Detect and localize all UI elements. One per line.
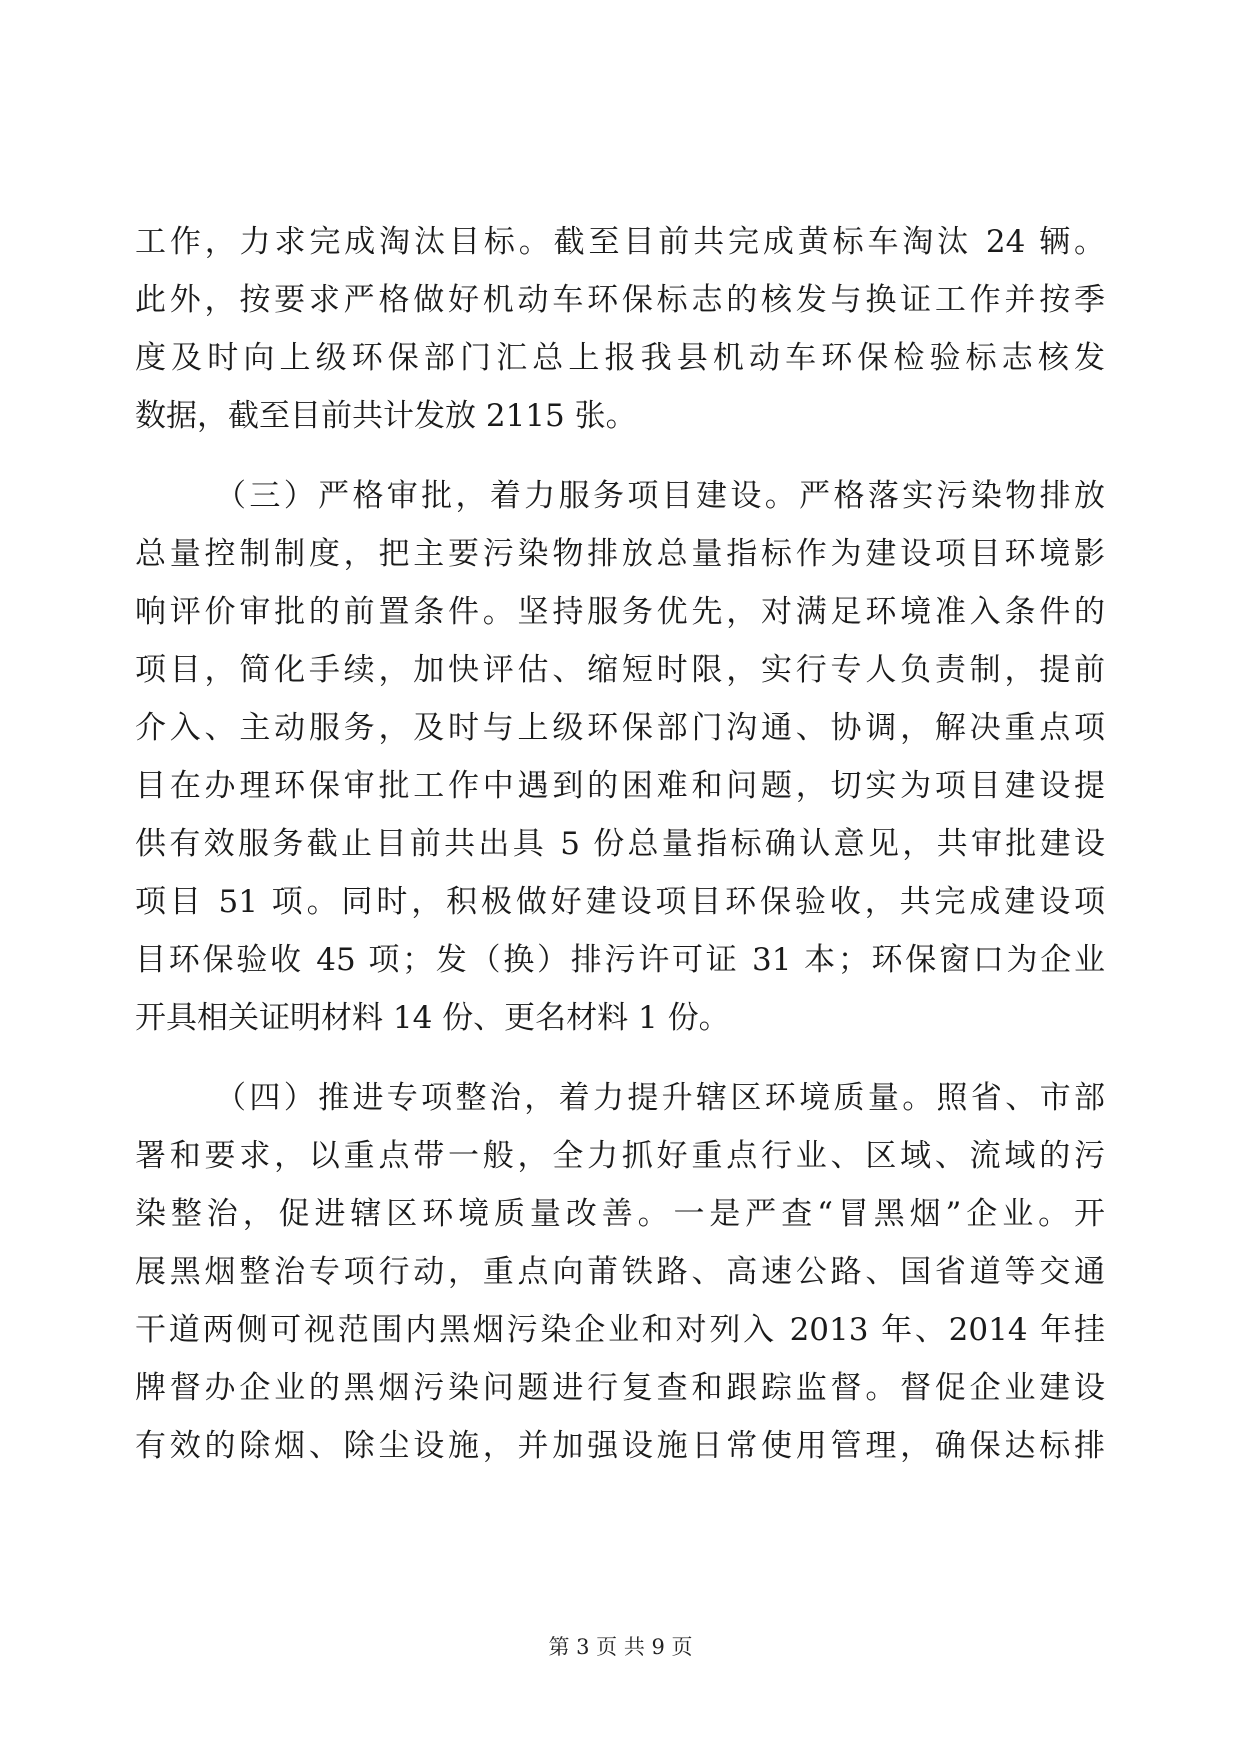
body-text-line: 响评价审批的前置条件。坚持服务优先，对满足环境准入条件的 bbox=[135, 594, 1105, 630]
body-text-line: 项目 51 项。同时，积极做好建设项目环保验收，共完成建设项 bbox=[135, 884, 1105, 920]
page-number-footer: 第 3 页 共 9 页 bbox=[548, 1635, 693, 1659]
paragraph-heading-line: （四）推进专项整治，着力提升辖区环境质量。照省、市部 bbox=[215, 1080, 1105, 1116]
body-text-line: 牌督办企业的黑烟污染问题进行复查和跟踪监督。督促企业建设 bbox=[135, 1370, 1105, 1406]
body-text-line: 展黑烟整治专项行动，重点向莆铁路、高速公路、国省道等交通 bbox=[135, 1254, 1105, 1290]
paragraph-heading-line: （三）严格审批，着力服务项目建设。严格落实污染物排放 bbox=[215, 478, 1105, 514]
body-text-line: 目环保验收 45 项；发（换）排污许可证 31 本；环保窗口为企业 bbox=[135, 942, 1105, 978]
body-text-line: 干道两侧可视范围内黑烟污染企业和对列入 2013 年、2014 年挂 bbox=[135, 1312, 1105, 1348]
body-text-line: 有效的除烟、除尘设施，并加强设施日常使用管理，确保达标排 bbox=[135, 1428, 1105, 1464]
body-text-line: 数据，截至目前共计发放 2115 张。 bbox=[135, 398, 637, 434]
body-text-line: 介入、主动服务，及时与上级环保部门沟通、协调，解决重点项 bbox=[135, 710, 1105, 746]
body-text-line: 署和要求，以重点带一般，全力抓好重点行业、区域、流域的污 bbox=[135, 1138, 1105, 1174]
body-text-line: 目在办理环保审批工作中遇到的困难和问题，切实为项目建设提 bbox=[135, 768, 1105, 804]
body-text-line: 此外，按要求严格做好机动车环保标志的核发与换证工作并按季 bbox=[135, 282, 1105, 318]
body-text-line: 项目，简化手续，加快评估、缩短时限，实行专人负责制，提前 bbox=[135, 652, 1105, 688]
body-text-line: 总量控制制度，把主要污染物排放总量指标作为建设项目环境影 bbox=[135, 536, 1105, 572]
body-text-line: 染整治，促进辖区环境质量改善。一是严查“冒黑烟”企业。开 bbox=[135, 1196, 1105, 1232]
body-text-line: 供有效服务截止目前共出具 5 份总量指标确认意见，共审批建设 bbox=[135, 826, 1105, 862]
body-text-line: 开具相关证明材料 14 份、更名材料 1 份。 bbox=[135, 1000, 730, 1036]
body-text-line: 工作，力求完成淘汰目标。截至目前共完成黄标车淘汰 24 辆。 bbox=[135, 224, 1105, 260]
body-text-line: 度及时向上级环保部门汇总上报我县机动车环保检验标志核发 bbox=[135, 340, 1105, 376]
